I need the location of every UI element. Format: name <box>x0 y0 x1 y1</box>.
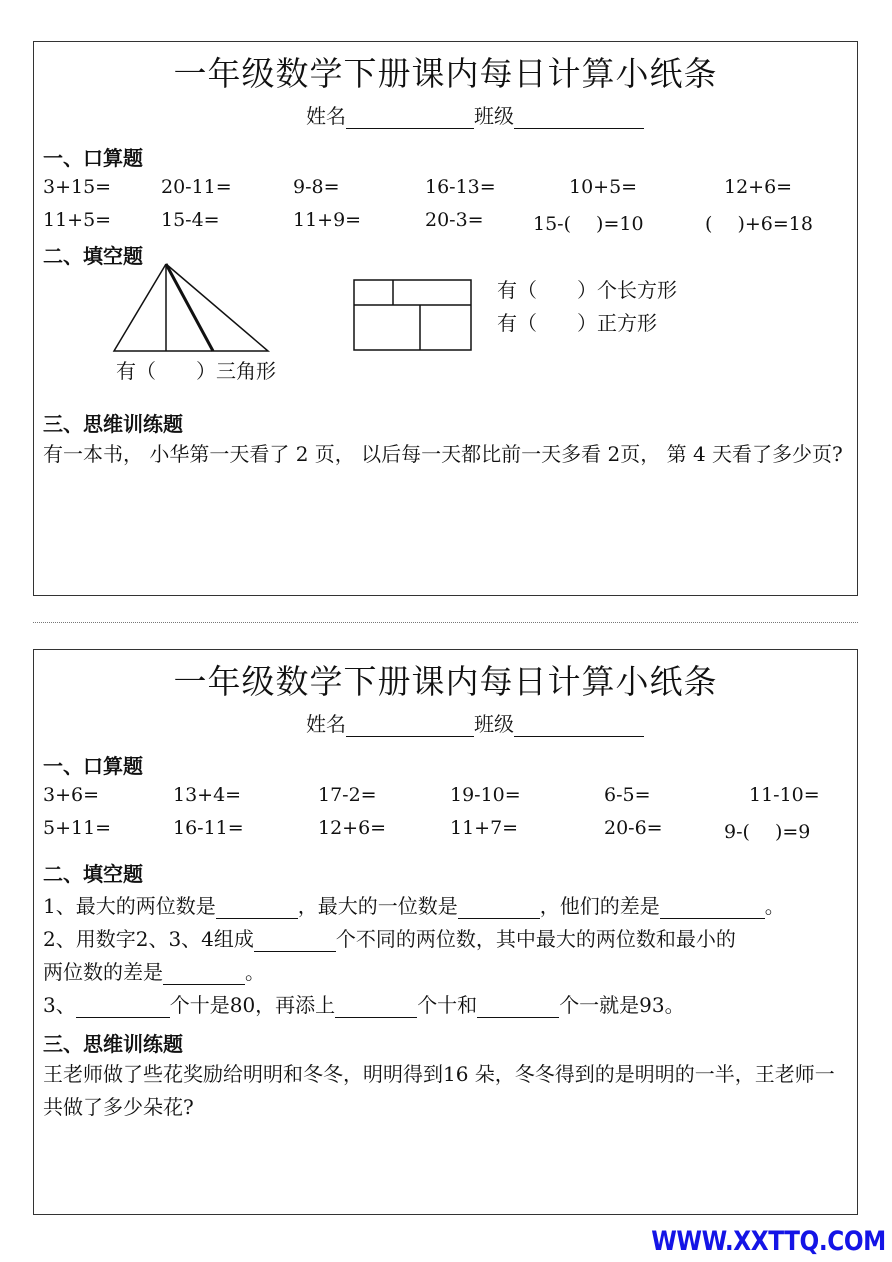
fill2-part: 。 <box>245 960 265 984</box>
site-watermark: WWW.XXTTQ.COM <box>651 1226 886 1257</box>
card2-problem: 6-5= <box>604 784 651 806</box>
card1-problem: 10+5= <box>569 176 638 198</box>
answer-blank <box>76 997 170 1018</box>
fill2-part: 2、用数字2、3、4组成 <box>43 927 254 951</box>
fill1-part: 1、最大的两位数是 <box>43 894 216 918</box>
card1-title: 一年级数学下册课内每日计算小纸条 <box>173 54 718 93</box>
card2-problem: 3+6= <box>43 784 100 806</box>
answer-blank <box>458 898 540 919</box>
card1-problem: 3+15= <box>43 176 112 198</box>
fill-question-1 <box>43 890 785 919</box>
card2-section-fill: 二、填空题 <box>43 862 143 886</box>
rectangle-count-caption: 有（ ）个长方形 <box>497 278 677 302</box>
card2-problem: 20-6= <box>604 817 663 839</box>
card1-section-oral: 一、口算题 <box>43 146 143 170</box>
answer-blank <box>254 931 336 952</box>
worksheet-card-1 <box>33 41 858 596</box>
answer-blank <box>216 898 298 919</box>
answer-blank <box>163 964 245 985</box>
triangle-caption: 有（ ）三角形 <box>116 359 276 383</box>
card1-thinking-question: 有一本书， 小华第一天看了 2 页， 以后每一天都比前一天多看 2页， 第 4 天看了多少页? <box>43 442 843 466</box>
card2-problem: 17-2= <box>318 784 377 806</box>
fill2-part: 个不同的两位数，其中最大的两位数和最小的 <box>335 927 736 951</box>
card1-name-class-line <box>306 100 644 129</box>
fill1-part: 。 <box>764 894 785 918</box>
card1-section-fill: 二、填空题 <box>43 244 143 268</box>
card2-class-blank <box>514 716 644 737</box>
fill1-part: ，他们的差是 <box>539 894 660 918</box>
card2-problem: 5+11= <box>43 817 112 839</box>
card2-problem: 16-11= <box>173 817 244 839</box>
fill1-part: ，最大的一位数是 <box>297 894 458 918</box>
card1-problem: 20-11= <box>161 176 232 198</box>
card1-name-blank <box>346 108 474 129</box>
fill-question-2 <box>43 923 736 952</box>
card1-section-thinking: 三、思维训练题 <box>43 412 183 436</box>
fill-question-3 <box>43 989 685 1018</box>
answer-blank <box>335 997 417 1018</box>
card2-thinking-question: 王老师做了些花奖励给明明和冬冬，明明得到16 朵，冬冬得到的是明明的一半，王老师一共做了多少朵花? <box>43 1062 835 1119</box>
card2-section-oral: 一、口算题 <box>43 754 143 778</box>
card2-name-class-line <box>306 708 644 737</box>
card1-problem: 20-3= <box>425 209 484 231</box>
answer-blank <box>660 898 765 919</box>
fill-question-2-cont <box>43 956 265 985</box>
card2-name-label: 姓名 <box>306 712 346 736</box>
card2-title: 一年级数学下册课内每日计算小纸条 <box>173 662 718 701</box>
card1-class-blank <box>514 108 644 129</box>
fill3-part: 个十是80，再添上 <box>169 993 336 1017</box>
card1-problem: 16-13= <box>425 176 496 198</box>
card1-name-label: 姓名 <box>306 104 346 128</box>
square-count-caption: 有（ ）正方形 <box>497 311 657 335</box>
card1-problem: 15-4= <box>161 209 220 231</box>
card2-problem: 12+6= <box>318 817 387 839</box>
card2-class-label: 班级 <box>474 712 514 736</box>
answer-blank <box>477 997 559 1018</box>
card2-name-blank <box>346 716 474 737</box>
card2-problem: 11-10= <box>749 784 820 806</box>
card2-problem: 9-( )=9 <box>724 821 811 843</box>
card1-class-label: 班级 <box>474 104 514 128</box>
fill3-part: 个一就是93。 <box>559 993 685 1017</box>
card1-problem: ( )+6=18 <box>705 213 813 235</box>
card1-problem: 12+6= <box>724 176 793 198</box>
triangle-figure <box>112 261 272 355</box>
fill3-part: 3、 <box>43 993 76 1017</box>
card1-problem: 9-8= <box>293 176 340 198</box>
cut-divider <box>33 622 858 623</box>
fill2-part: 两位数的差是 <box>43 960 163 984</box>
card1-problem: 15-( )=10 <box>533 213 644 235</box>
fill3-part: 个十和 <box>417 993 478 1017</box>
rectangle-figure <box>353 279 473 352</box>
card1-problem: 11+5= <box>43 209 112 231</box>
card2-problem: 13+4= <box>173 784 242 806</box>
card1-problem: 11+9= <box>293 209 362 231</box>
card2-problem: 11+7= <box>450 817 519 839</box>
card2-section-thinking: 三、思维训练题 <box>43 1032 183 1056</box>
worksheet-card-2 <box>33 649 858 1215</box>
card2-problem: 19-10= <box>450 784 521 806</box>
